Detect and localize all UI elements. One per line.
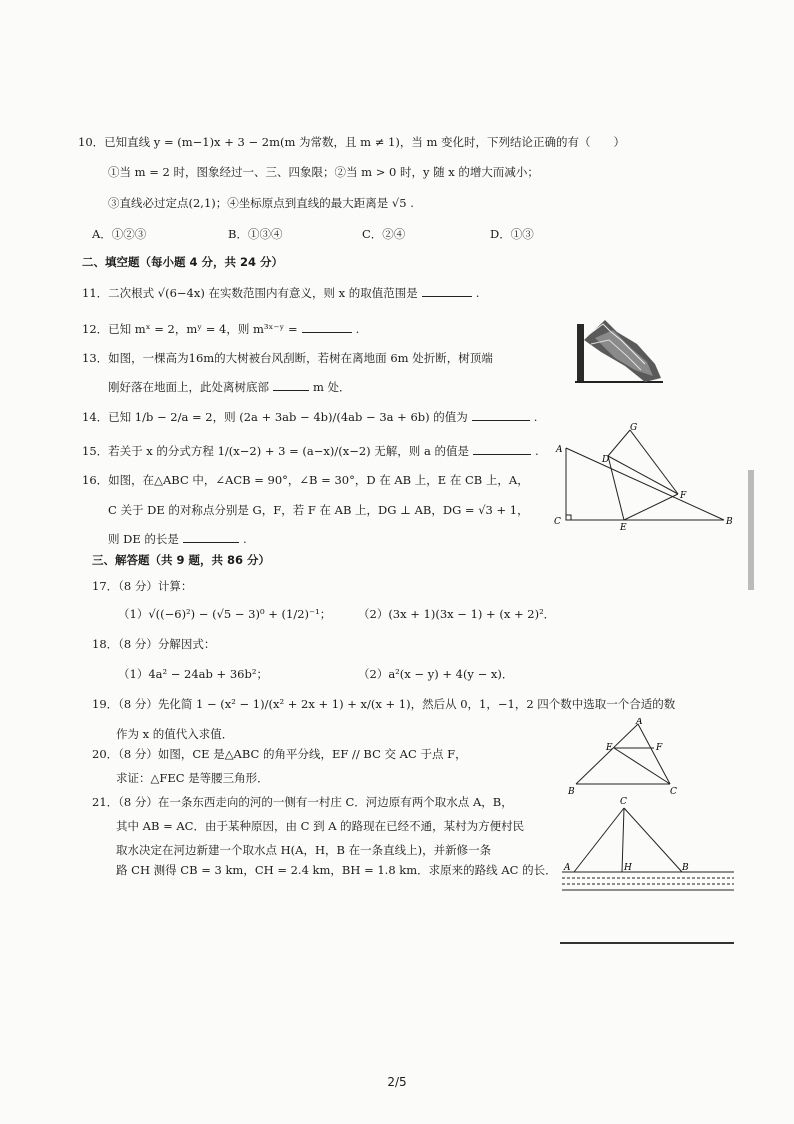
q16-line-3: 则 DE 的长是 . bbox=[108, 532, 247, 546]
q14-stem: 14．已知 1/b − 2/a = 2，则 (2a + 3ab − 4b)/(4ab − 3a + 6b) 的值为 bbox=[82, 410, 468, 424]
q14-text: 14．已知 1/b − 2/a = 2，则 (2a + 3ab − 4b)/(4ab − 3a + 6b) 的值为 . bbox=[82, 410, 538, 424]
q16-label-a: A bbox=[556, 445, 563, 455]
q13-stem: 刚好落在地面上，此处离树底部 bbox=[108, 380, 269, 394]
q10-stem: 10．已知直线 y = (m−1)x + 3 − 2m(m 为常数，且 m ≠ 1)，当 m 变化时，下列结论正确的有（ ） bbox=[78, 135, 626, 149]
q14-answer-blank bbox=[472, 408, 530, 421]
q12-text: 12．已知 mˣ = 2，mʸ = 4，则 m³ˣ⁻ʸ = . bbox=[82, 322, 360, 336]
q15-text: 15．若关于 x 的分式方程 1/(x−2) + 3 = (a−x)/(x−2) 无解，则 a 的值是 . bbox=[82, 444, 539, 458]
q20-label-b: B bbox=[568, 787, 575, 796]
q21-line-2: 其中 AB = AC．由于某种原因，由 C 到 A 的路现在已经不通，某村为方便村民 bbox=[116, 819, 525, 833]
q16-triangle-figure bbox=[552, 418, 742, 530]
q20-label-c: C bbox=[670, 787, 677, 796]
q16-label-g: G bbox=[630, 423, 638, 433]
q19-line-2: 作为 x 的值代入求值． bbox=[116, 727, 234, 741]
q16-answer-blank bbox=[183, 530, 239, 543]
q10-option-d: D．①③ bbox=[490, 227, 534, 241]
section-3-title: 三、解答题（共 9 题，共 86 分） bbox=[92, 553, 271, 567]
q12-answer-blank bbox=[302, 320, 352, 333]
q17-stem: 17．（8 分）计算： bbox=[92, 579, 193, 593]
q20-triangle-figure bbox=[566, 718, 686, 796]
q17-part-1: （1）√((−6)²) − (√5 − 3)⁰ + (1/2)⁻¹； bbox=[118, 607, 332, 621]
q11-text: 11．二次根式 √(6−4x) 在实数范围内有意义，则 x 的取值范围是 . bbox=[82, 286, 480, 300]
q20-label-e: E bbox=[606, 743, 613, 753]
q20-label-a: A bbox=[636, 718, 643, 727]
q10-option-a: A．①②③ bbox=[92, 227, 147, 241]
q16-stem: 则 DE 的长是 bbox=[108, 532, 179, 546]
q16-label-d: D bbox=[602, 455, 610, 465]
q16-label-f: F bbox=[680, 491, 687, 501]
q17-part-2: （2）(3x + 1)(3x − 1) + (x + 2)²． bbox=[358, 607, 556, 621]
q21-label-a: A bbox=[564, 863, 571, 873]
q11-stem: 11．二次根式 √(6−4x) 在实数范围内有意义，则 x 的取值范围是 bbox=[82, 286, 418, 300]
q20-line-2: 求证：△FEC 是等腰三角形． bbox=[116, 771, 269, 785]
q18-part-1: （1）4a² − 24ab + 36b²； bbox=[118, 667, 268, 681]
page-number: 2/5 bbox=[387, 1075, 407, 1089]
q10-option-c: C．②④ bbox=[362, 227, 406, 241]
q13-line-1: 13．如图，一棵高为16m的大树被台风刮断，若树在离地面 6m 处折断，树顶端 bbox=[82, 351, 493, 365]
q21-river-figure bbox=[558, 794, 736, 894]
q21-label-b: B bbox=[682, 863, 689, 873]
q18-part-2: （2）a²(x − y) + 4(y − x)． bbox=[358, 667, 514, 681]
q21-line-1: 21．（8 分）在一条东西走向的河的一侧有一村庄 C．河边原有两个取水点 A，B， bbox=[92, 795, 513, 809]
section-2-title: 二、填空题（每小题 4 分，共 24 分） bbox=[82, 255, 284, 269]
q16-label-c: C bbox=[554, 517, 561, 527]
q11-answer-blank bbox=[422, 284, 472, 297]
q15-stem: 15．若关于 x 的分式方程 1/(x−2) + 3 = (a−x)/(x−2) 无解，则 a 的值是 bbox=[82, 444, 469, 458]
bottom-rule bbox=[560, 942, 734, 944]
q16-label-e: E bbox=[620, 523, 627, 530]
q10-statement-1-2: ①当 m = 2 时，图象经过一、三、四象限；②当 m > 0 时，y 随 x 的增大而减小； bbox=[108, 165, 539, 179]
q13-line-2 bbox=[108, 378, 351, 395]
q21-line-4: 路 CH 测得 CB = 3 km，CH = 2.4 km，BH = 1.8 km．求原来的路线 AC 的长． bbox=[116, 863, 557, 877]
q13-unit: m 处． bbox=[313, 380, 351, 394]
q21-line-3: 取水决定在河边新建一个取水点 H(A，H，B 在一条直线上)，并新修一条 bbox=[116, 843, 492, 857]
q10-option-b: B．①③④ bbox=[228, 227, 283, 241]
q19-line-1: 19．（8 分）先化简 1 − (x² − 1)/(x² + 2x + 1) + x/(x + 1)，然后从 0，1，−1，2 四个数中选取一个合适的数 bbox=[92, 697, 676, 711]
scan-edge-shadow bbox=[748, 470, 754, 590]
q15-answer-blank bbox=[473, 442, 531, 455]
q13-answer-blank bbox=[273, 378, 309, 391]
q16-line-2: C 关于 DE 的对称点分别是 G，F，若 F 在 AB 上，DG ⊥ AB，DG = √3 + 1， bbox=[108, 503, 529, 517]
q21-label-h: H bbox=[624, 863, 632, 873]
q16-line-1: 16．如图，在△ABC 中，∠ACB = 90°，∠B = 30°，D 在 AB 上，E 在 CB 上，A， bbox=[82, 473, 529, 487]
q13-tree-figure bbox=[575, 318, 665, 388]
q16-label-b: B bbox=[726, 517, 733, 527]
q18-stem: 18．（8 分）分解因式： bbox=[92, 637, 216, 651]
q20-line-1: 20．（8 分）如图，CE 是△ABC 的角平分线，EF // BC 交 AC 于点 F， bbox=[92, 747, 467, 761]
q12-stem: 12．已知 mˣ = 2，mʸ = 4，则 m³ˣ⁻ʸ = bbox=[82, 322, 298, 336]
q21-label-c: C bbox=[620, 797, 627, 807]
q10-statement-3-4: ③直线必过定点(2,1)；④坐标原点到直线的最大距离是 √5 . bbox=[108, 196, 414, 210]
q20-label-f: F bbox=[656, 743, 663, 753]
